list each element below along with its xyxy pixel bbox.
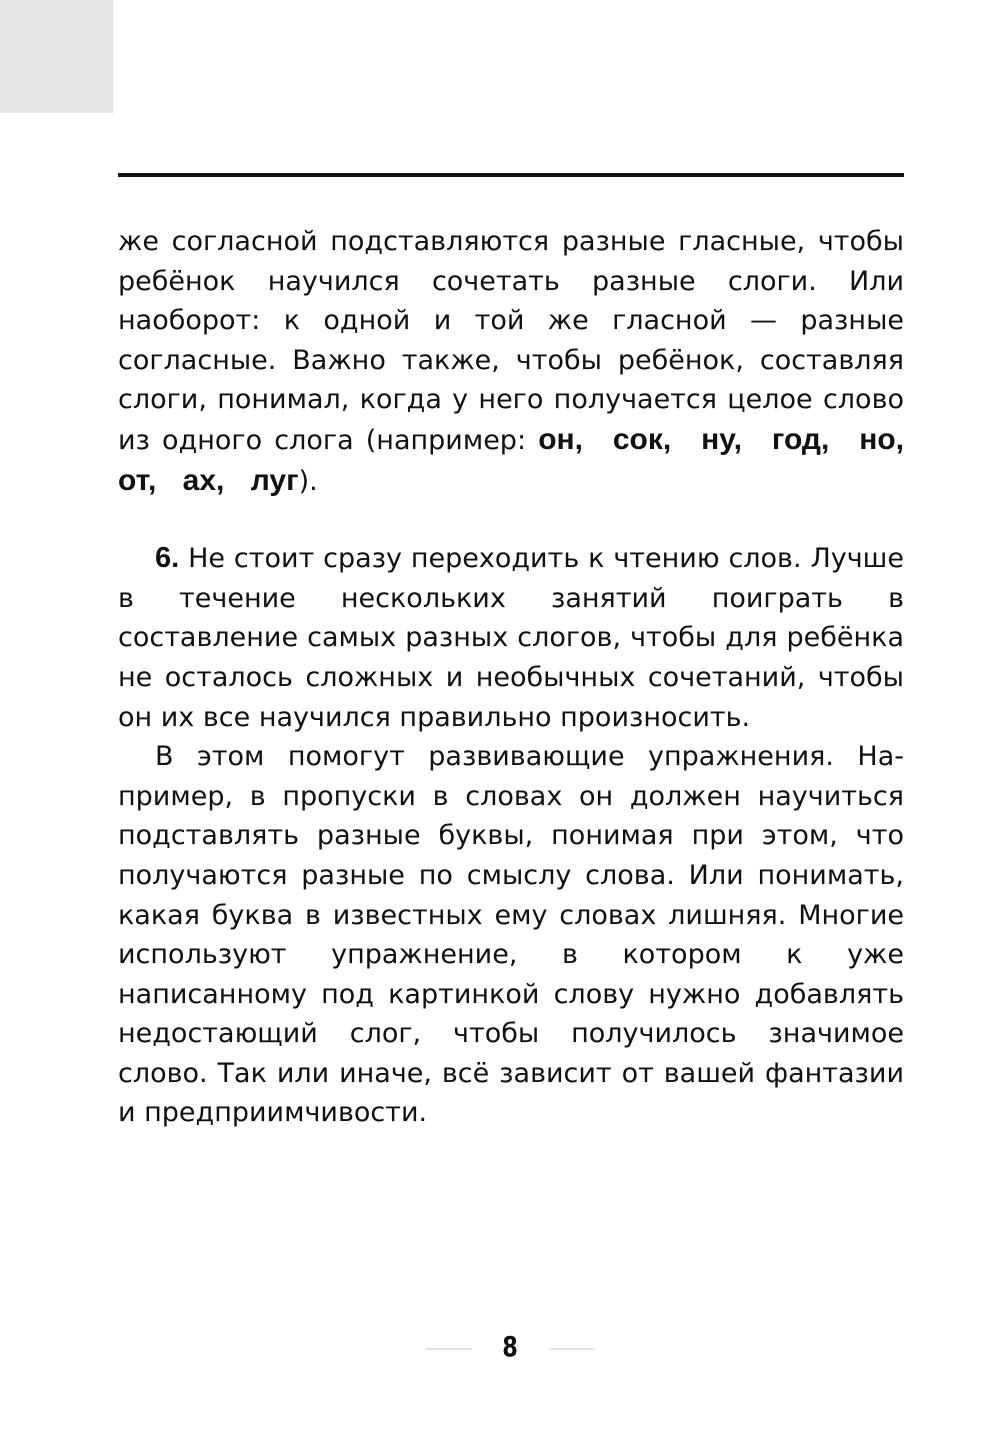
page-body <box>118 222 904 1133</box>
corner-tab <box>0 0 113 113</box>
paragraph-text: же согласной подставляются разные гласные, чтобы ребёнок научился сочетать разные слоги. Или наоборот: к одной и той же гласной — разные согласные. Важно также, чтобы ребёнок, составляя слоги, понимал, когда у него получается целое слово из одного слога (например: <box>118 226 904 456</box>
paragraph-exercises <box>118 737 904 1133</box>
page-number: 8 <box>502 1330 518 1363</box>
paragraph-point-6 <box>118 539 904 737</box>
point-number: 6. <box>155 542 180 575</box>
example-words: он, сок, ну, год, но, от, ах, луг <box>118 422 904 497</box>
top-rule <box>118 173 904 177</box>
paragraph-text: Не стоит сразу переходить к чтению слов. Лучше в течение нескольких занятий поиграть в составление самых разных слогов, чтобы для ребёнка не осталось сложных и необычных сочетаний, чтобы он их все научился правильно произносить. <box>118 543 904 733</box>
paragraph-text: В этом помогут развивающие упражнения. Например, в пропуски в словах он должен научиться подставлять разные буквы, понимая при этом, что получаются разные по смыслу слова. Или понимать, какая буква в известных ему словах лишняя. Многие используют упражнение, в котором к уже написанному под картинкой слову нужно добавлять недостающий слог, чтобы получилось значимое слово. Так или иначе, всё зависит от вашей фантазии и предприимчивости. <box>118 741 904 1129</box>
page-footer <box>0 1328 986 1368</box>
paragraph-syllables <box>118 222 904 501</box>
footer-line-right <box>549 1348 595 1350</box>
paragraph-closing: ). <box>298 465 318 497</box>
footer-line-left <box>426 1348 472 1350</box>
